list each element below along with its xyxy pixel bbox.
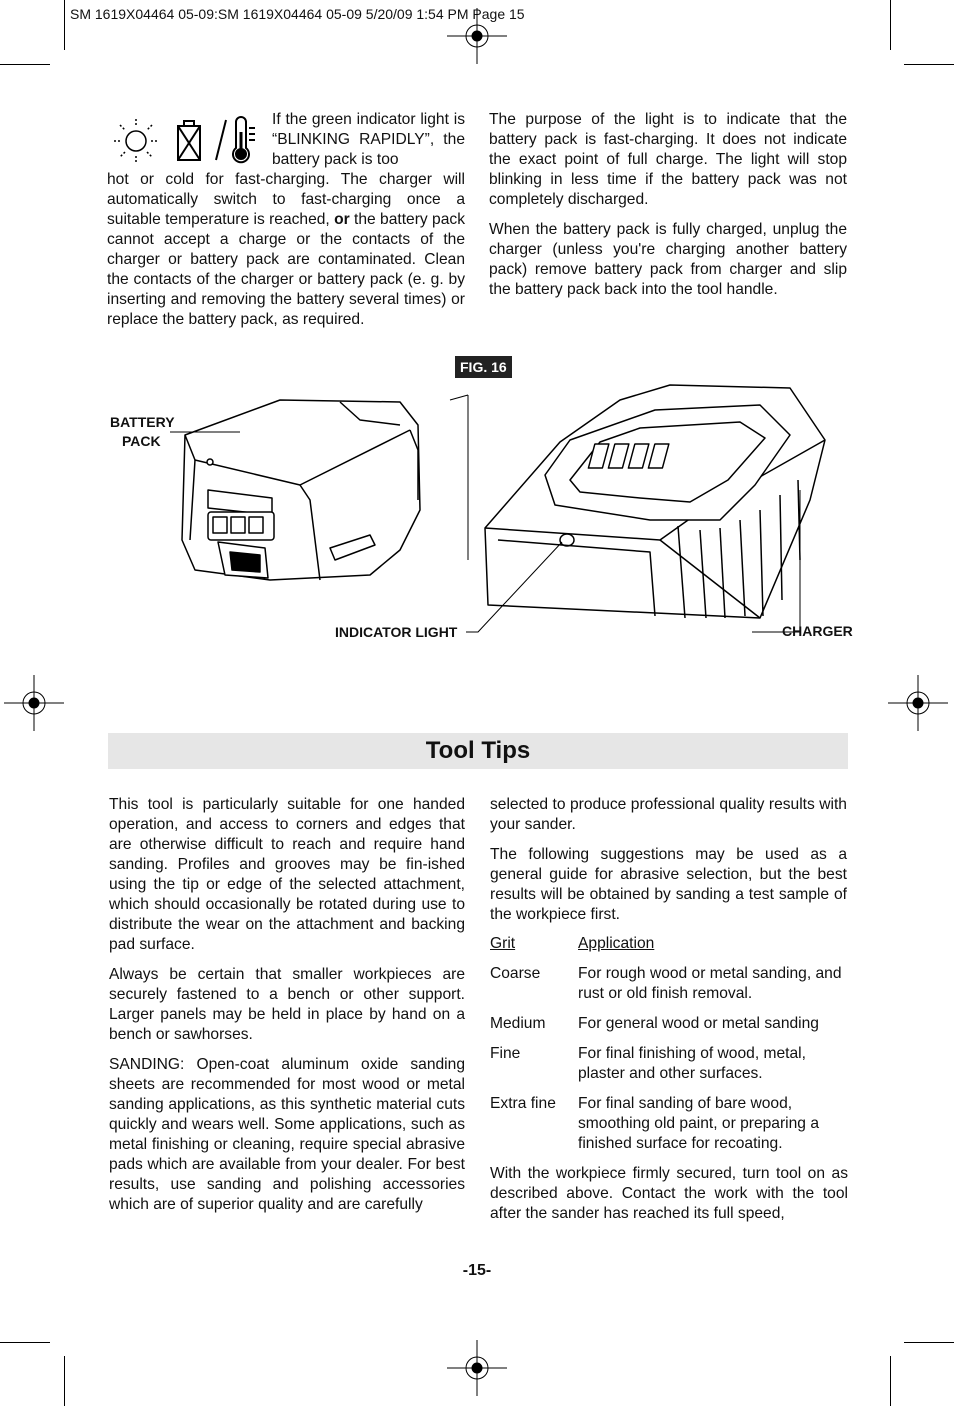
print-slug: SM 1619X04464 05-09:SM 1619X04464 05-09 5/20/09 1:54 PM Page 15 — [70, 6, 525, 22]
header-grit: Grit — [490, 935, 516, 952]
thermometer-icon — [233, 117, 255, 162]
application-cell: For general wood or metal sanding — [578, 1015, 819, 1032]
table-row — [490, 1044, 848, 1084]
battery-pack-drawing — [182, 400, 420, 580]
section-title: Tool Tips — [425, 737, 531, 764]
header-application: Application — [578, 935, 655, 952]
application-cell: For final finishing of wood, metal, plaster and other surfaces. — [578, 1045, 806, 1082]
slash-divider — [216, 120, 226, 160]
paragraph: With the workpiece firmly secured, turn tool on as described above. Contact the work with the tool after the sander has reached its full speed, — [490, 1165, 848, 1222]
paragraph: selected to produce professional quality results with your sander. — [490, 796, 847, 833]
icon-caption: If the green indicator light is “BLINKING RAPIDLY”, the battery pack is too — [272, 111, 465, 168]
figure-illustration — [100, 380, 860, 650]
table-row — [490, 1014, 848, 1034]
grit-table — [490, 934, 848, 1234]
table-row — [490, 964, 848, 1004]
application-cell: For final sanding of bare wood, smoothing old paint, or preparing a finished surface for recoating. — [578, 1095, 819, 1152]
paragraph: This tool is particularly suitable for one handed operation, and access to corners and edges that are otherwise difficult to reach and require hand sanding. Profiles and grooves may be fin-ished using the tip or edge of the selected attachment, which should occasionally be rotated during use to distribute the wear on the attachment and backing pad surface. — [109, 796, 465, 953]
application-cell: For rough wood or metal sanding, and rust or old finish removal. — [578, 965, 842, 1002]
grit-cell: Coarse — [490, 965, 541, 982]
paragraph: The purpose of the light is to indicate that the battery pack is fast-charging. It does not indicate the exact point of full charge. The light will stop blinking in less time if the battery pack was not completely discharged. — [489, 111, 847, 208]
page-number: -15- — [462, 1262, 492, 1279]
table-row — [490, 1094, 848, 1154]
charger-label: CHARGER — [782, 623, 853, 639]
section-banner — [108, 733, 848, 769]
battery-crossed-icon — [178, 121, 200, 160]
charger-drawing — [485, 385, 825, 618]
indicator-icons — [112, 114, 272, 166]
bottom-left-column — [109, 795, 465, 1225]
paragraph: Always be certain that smaller workpieces are securely fastened to a bench or other support. Larger panels may be held in place by hand on a bench or sawhorses. — [109, 966, 465, 1043]
grit-cell: Medium — [490, 1015, 546, 1032]
battery-label-line1: BATTERY — [110, 414, 175, 430]
top-right-column — [489, 110, 847, 310]
figure-tag: FIG. 16 — [455, 356, 512, 378]
battery-label-line2: PACK — [122, 433, 161, 449]
top-left-body: hot or cold for fast-charging. The charger will automatically switch to fast-charging once a suitable temperature is reached, or the battery pack cannot accept a charge or the contacts of the charger or battery pack are contaminated. Clean the contacts of the charger or battery pack (e. g. by inserting and removing the battery several times) or replace the battery pack, as required. — [107, 171, 465, 328]
bottom-right-column — [490, 795, 847, 935]
grit-cell: Fine — [490, 1045, 521, 1062]
blinking-light-icon — [114, 119, 158, 163]
table-header — [490, 934, 848, 954]
paragraph: When the battery pack is fully charged, unplug the charger (unless you're charging another battery pack) remove battery pack from charger and slip the battery pack back into the tool handle. — [489, 221, 847, 298]
grit-cell: Extra fine — [490, 1095, 556, 1112]
paragraph: The following suggestions may be used as a general guide for abrasive selection, but the best results will be obtained by sanding a test sample of the workpiece first. — [490, 846, 847, 923]
indicator-light-label: INDICATOR LIGHT — [335, 624, 458, 640]
paragraph: SANDING: Open-coat aluminum oxide sanding sheets are recommended for most wood or metal sanding applications, as this synthetic material cuts quickly and wears well. Some applications, such as metal finishing or cleaning, require special abrasive pads which are available from your dealer. For best results, use sanding and polishing accessories which are of superior quality and are carefully — [109, 1056, 465, 1213]
